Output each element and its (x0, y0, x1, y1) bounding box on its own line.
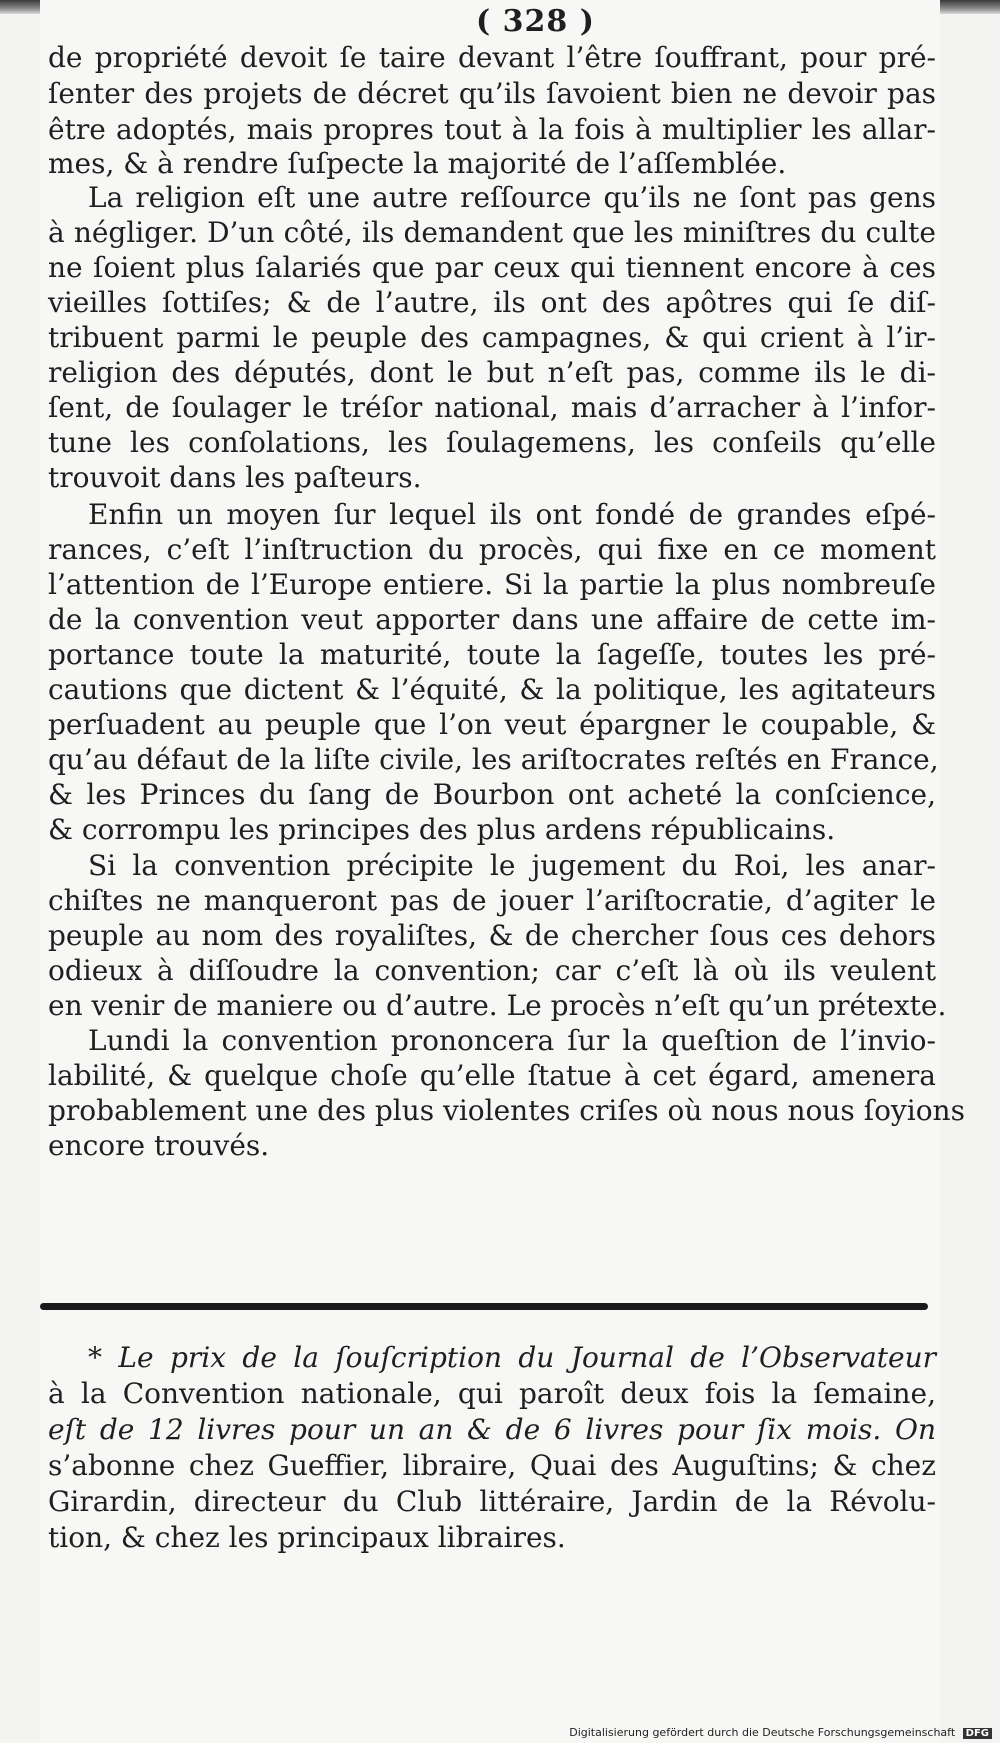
footnote-line: * Le prix de la ſouſcription du Journal de l’Observateur (88, 1341, 936, 1374)
text-line: odieux à diſſoudre la convention; car c’eſt là où ils veulent (48, 954, 936, 987)
separator-rule (40, 1303, 928, 1310)
text-line: probablement une des plus violentes criſes où nous nous ſoyions (48, 1094, 965, 1127)
text-line: ſent, de ſoulager le tréſor national, mais d’arracher à l’infor- (48, 391, 936, 424)
text-line: portance toute la maturité, toute la ſageſſe, toutes les pré- (48, 638, 936, 671)
text-line: labilité, & quelque choſe qu’elle ſtatue à cet égard, amenera (48, 1059, 936, 1092)
footnote-line: s’abonne chez Gueffier, libraire, Quai des Auguſtins; & chez (48, 1449, 936, 1482)
text-line: à négliger. D’un côté, ils demandent que les miniſtres du culte (48, 216, 936, 249)
text-line: mes, & à rendre ſuſpecte la majorité de l’aſſemblée. (48, 147, 787, 180)
text-line: peuple au nom des royaliſtes, & de chercher ſous ces dehors (48, 919, 936, 952)
footnote-line: à la Convention nationale, qui paroît deux fois la ſemaine, (48, 1377, 936, 1410)
text-line: ne ſoient plus ſalariés que par ceux qui tiennent encore à ces (48, 251, 936, 284)
text-line: de la convention veut apporter dans une affaire de cette im- (48, 603, 936, 636)
text-line: cautions que dictent & l’équité, & la politique, les agitateurs (48, 673, 936, 706)
credit-text: Digitalisierung gefördert durch die Deutsche Forschungsgemeinschaft (569, 1726, 956, 1739)
text-line: ſenter des projets de décret qu’ils ſavoient bien ne devoir pas (48, 77, 936, 110)
text-line: religion des députés, dont le but n’eſt pas, comme ils le di- (48, 356, 936, 389)
footnote-line: eſt de 12 livres pour un an & de 6 livres pour ſix mois. On (48, 1413, 936, 1446)
page-number: ( 328 ) (476, 4, 595, 39)
text-line: Si la convention précipite le jugement du Roi, les anar- (88, 849, 936, 882)
text-line: encore trouvés. (48, 1129, 270, 1162)
text-line: Lundi la convention prononcera ſur la queſtion de l’invio- (88, 1024, 936, 1057)
text-line: vieilles ſottiſes; & de l’autre, ils ont des apôtres qui ſe diſ- (48, 286, 936, 319)
text-line: l’attention de l’Europe entiere. Si la partie la plus nombreuſe (48, 568, 936, 601)
text-line: de propriété devoit ſe taire devant l’être ſouffrant, pour pré- (48, 41, 936, 74)
text-line: tribuent parmi le peuple des campagnes, & qui crient à l’ir- (48, 321, 936, 354)
footnote-line: Girardin, directeur du Club littéraire, Jardin de la Révolu- (48, 1485, 936, 1518)
text-line: perſuadent au peuple que l’on veut épargner le coupable, & (48, 708, 936, 741)
digitization-credit (569, 1726, 992, 1739)
text-line: La religion eſt une autre reſſource qu’ils ne ſont pas gens (88, 181, 936, 214)
text-line: trouvoit dans les paſteurs. (48, 461, 422, 494)
text-line: rances, c’eſt l’inſtruction du procès, qui fixe en ce moment (48, 533, 936, 566)
text-line: qu’au défaut de la liſte civile, les ariſtocrates reſtés en France, (48, 743, 939, 776)
text-line: être adoptés, mais propres tout à la fois à multiplier les allar- (48, 113, 936, 146)
text-line: chiſtes ne manqueront pas de jouer l’ariſtocratie, d’agiter le (48, 884, 936, 917)
text-line: & les Princes du ſang de Bourbon ont acheté la conſcience, (48, 778, 936, 811)
text-line: & corrompu les principes des plus ardens républicains. (48, 813, 836, 846)
document-page (40, 0, 965, 1743)
footnote-line: tion, & chez les principaux libraires. (48, 1521, 566, 1554)
text-line: en venir de maniere ou d’autre. Le procès n’eſt qu’un prétexte. (48, 989, 947, 1022)
text-line: Enfin un moyen ſur lequel ils ont fondé de grandes eſpé- (88, 498, 936, 531)
dfg-logo: DFG (963, 1728, 992, 1739)
text-line: tune les conſolations, les ſoulagemens, les conſeils qu’elle (48, 426, 936, 459)
